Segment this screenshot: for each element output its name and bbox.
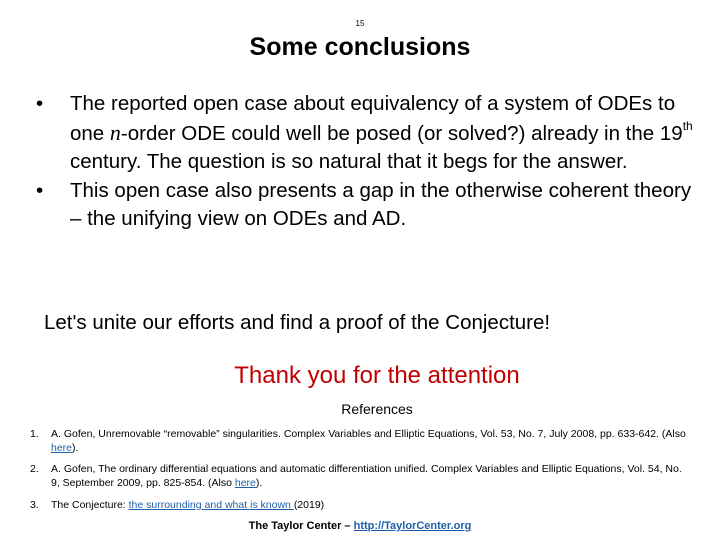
reference-link-here[interactable]: here: [234, 476, 256, 489]
bullet-text-part: century. The question is so natural that it begs for the answer.: [70, 150, 628, 173]
reference-text: [51, 499, 691, 513]
reference-tail: ).: [72, 441, 79, 454]
math-variable-n: n: [109, 119, 121, 145]
footer-link[interactable]: http://TaylorCenter.org: [353, 520, 472, 532]
call-to-action: Let's unite our efforts and find a proof of the Conjecture!: [44, 311, 551, 334]
reference-tail: (2019): [293, 499, 325, 511]
reference-citation: A. Gofen, Unremovable “removable” singularities. Complex Variables and Elliptic Equations, Vol. 53, No. 7, July 2008, pp. 633-642. (Also: [51, 428, 686, 440]
footer-prefix: The Taylor Center –: [248, 520, 354, 532]
reference-text: [51, 428, 691, 455]
bullet-text: This open case also presents a gap in the otherwise coherent theory – the unifying view on ODEs and AD.: [70, 178, 692, 230]
reference-number: 3.: [30, 499, 39, 511]
slide-number: 15: [355, 19, 365, 28]
reference-tail: ).: [255, 476, 263, 489]
reference-citation: The Conjecture:: [51, 499, 129, 511]
bullet-dot-icon: •: [36, 178, 44, 202]
bullet-item-open-case: [36, 90, 696, 177]
thank-you-text: Thank you for the attention: [234, 362, 520, 389]
conclusions-list: [36, 90, 696, 234]
bullet-text-part: -order ODE could well be posed (or solved?) already in the 19: [120, 121, 683, 145]
reference-text: [51, 463, 691, 490]
reference-number: 2.: [30, 463, 39, 475]
bullet-dot-icon: •: [36, 92, 44, 115]
reference-link-here[interactable]: here: [51, 441, 73, 454]
footer: [0, 519, 720, 533]
reference-citation: A. Gofen, The ordinary differential equations and automatic differentiation unified. Complex Variables and Elliptic Equations, Vol. 54, No. 9, September 2009, pp. 825-854. (Also: [51, 463, 682, 489]
reference-number: 1.: [30, 428, 39, 440]
reference-link-surrounding[interactable]: the surrounding and what is known: [128, 499, 294, 511]
bullet-text-part: The reported open case about equivalency of a system of ODEs to one: [70, 92, 676, 145]
bullet-item-gap: [36, 177, 696, 234]
references-heading: References: [341, 401, 413, 417]
superscript-th: th: [682, 118, 693, 133]
slide-title: Some conclusions: [249, 33, 471, 61]
